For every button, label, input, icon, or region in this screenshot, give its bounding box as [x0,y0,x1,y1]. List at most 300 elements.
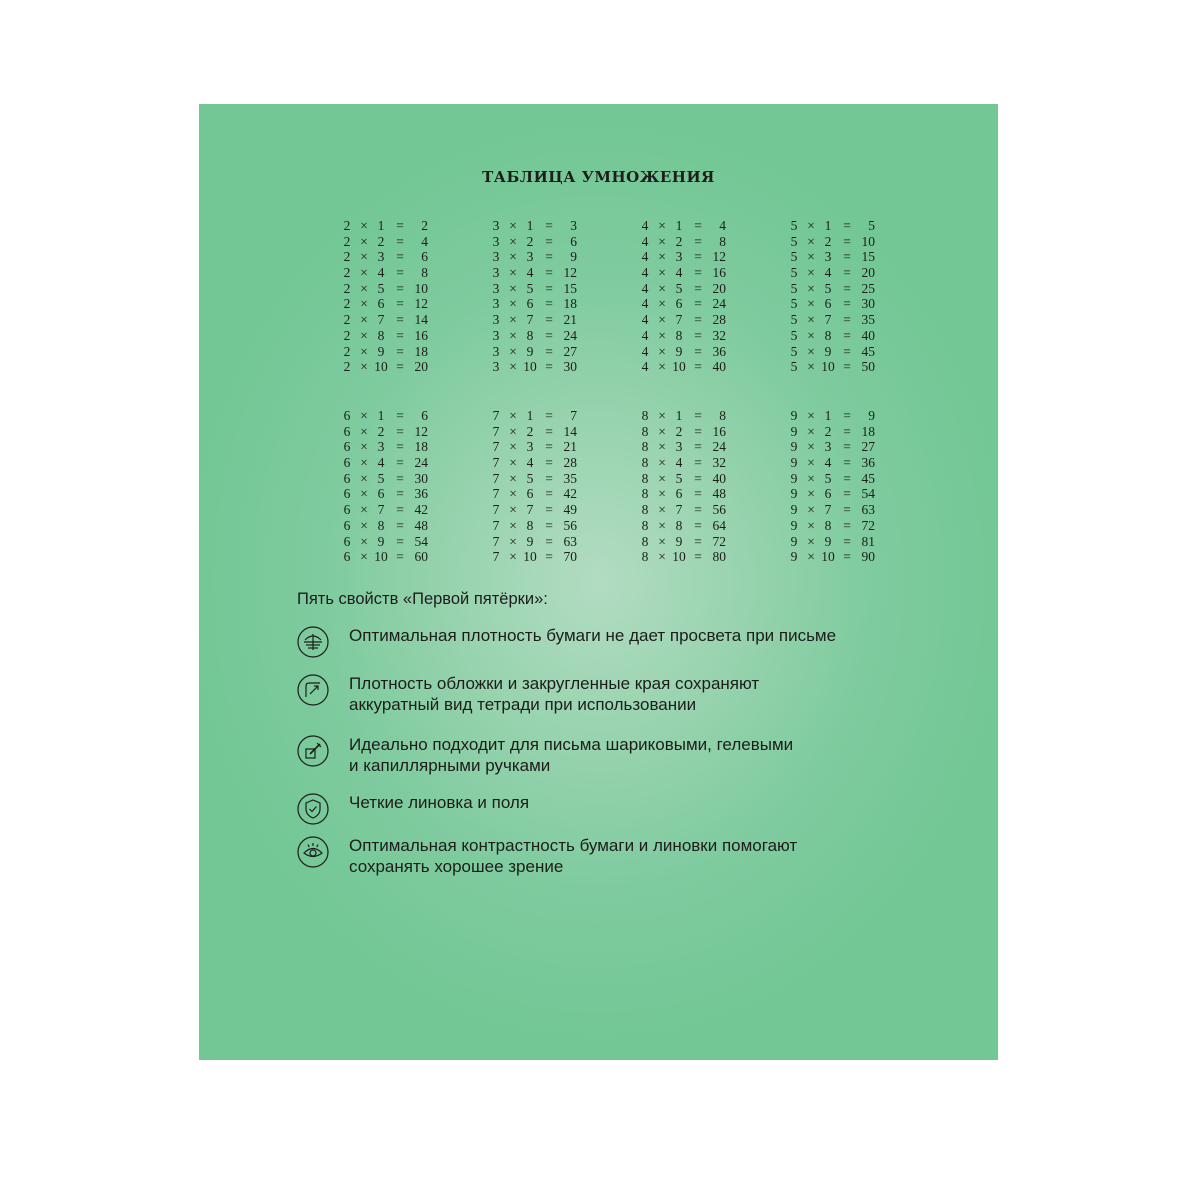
table-row [789,486,881,502]
factor-b: 3 [377,439,385,455]
product: 8 [719,408,726,423]
feature-text-line: Оптимальная контрастность бумаги и линовки помогают [349,836,798,855]
multiply-sign: × [360,233,368,249]
table-row [789,424,881,440]
equals-sign: = [694,343,702,359]
product: 63 [861,502,875,518]
equals-sign: = [396,327,404,343]
multiply-sign: × [509,327,517,343]
notebook-back-cover [199,104,998,1060]
paper-density-icon [297,626,329,658]
table-row [789,455,881,471]
factor-b: 8 [526,517,534,533]
table-row [342,408,434,424]
equals-sign: = [694,327,702,343]
factor-b: 2 [675,423,683,439]
factor-b: 9 [824,343,832,359]
factor-a: 6 [343,502,351,518]
product: 6 [570,233,577,249]
factor-a: 5 [790,218,798,233]
equals-sign: = [843,280,851,296]
factor-a: 3 [492,233,500,249]
factor-a: 2 [343,359,351,375]
multiply-sign: × [360,312,368,328]
factor-a: 5 [790,249,798,265]
product: 20 [414,359,428,375]
equals-sign: = [843,233,851,249]
equals-sign: = [545,280,553,296]
table-row [491,218,583,234]
table-row [640,439,732,455]
multiply-sign: × [807,265,815,281]
multiply-sign: × [360,327,368,343]
factor-b: 2 [377,423,385,439]
table-row [342,359,434,375]
factor-a: 2 [343,249,351,265]
features-title: Пять свойств «Первой пятёрки»: [297,590,548,608]
factor-b: 7 [377,312,385,328]
factor-a: 4 [641,296,649,312]
factor-b: 9 [824,533,832,549]
product: 8 [421,265,428,281]
table-row [342,265,434,281]
factor-a: 3 [492,327,500,343]
table-row [640,328,732,344]
factor-a: 9 [790,533,798,549]
product: 20 [712,280,726,296]
equals-sign: = [694,233,702,249]
multiply-sign: × [658,218,666,233]
factor-b: 6 [526,486,534,502]
equals-sign: = [545,517,553,533]
table-row [640,549,732,565]
table-row [789,534,881,550]
equals-sign: = [545,233,553,249]
table-row [491,249,583,265]
multiply-sign: × [360,533,368,549]
multiply-sign: × [509,280,517,296]
table-row [342,502,434,518]
equals-sign: = [396,502,404,518]
equals-sign: = [694,312,702,328]
product: 14 [414,312,428,328]
factor-b: 2 [824,233,832,249]
table-block-9 [789,408,881,565]
table-row [342,328,434,344]
equals-sign: = [545,343,553,359]
product: 80 [712,549,726,565]
multiply-sign: × [807,470,815,486]
equals-sign: = [396,359,404,375]
equals-sign: = [545,327,553,343]
factor-b: 8 [675,517,683,533]
equals-sign: = [545,265,553,281]
equals-sign: = [694,533,702,549]
multiply-sign: × [360,470,368,486]
factor-b: 4 [526,265,534,281]
factor-a: 5 [790,359,798,375]
factor-a: 3 [492,265,500,281]
factor-a: 2 [343,312,351,328]
factor-a: 3 [492,296,500,312]
factor-b: 7 [675,312,683,328]
factor-b: 6 [824,486,832,502]
table-row [789,265,881,281]
factor-b: 5 [824,470,832,486]
table-row [789,502,881,518]
multiply-sign: × [360,343,368,359]
equals-sign: = [396,533,404,549]
factor-a: 5 [790,280,798,296]
multiply-sign: × [658,470,666,486]
factor-b: 10 [821,549,835,565]
multiply-sign: × [360,423,368,439]
factor-a: 7 [492,533,500,549]
factor-a: 4 [641,249,649,265]
product: 5 [868,218,875,233]
multiply-sign: × [509,455,517,471]
factor-a: 2 [343,233,351,249]
table-row [342,281,434,297]
factor-a: 9 [790,486,798,502]
factor-a: 2 [343,327,351,343]
product: 70 [563,549,577,565]
factor-a: 7 [492,439,500,455]
equals-sign: = [694,455,702,471]
factor-b: 4 [675,455,683,471]
factor-b: 4 [824,455,832,471]
multiply-sign: × [658,265,666,281]
table-row [491,549,583,565]
equals-sign: = [843,343,851,359]
product: 12 [414,296,428,312]
table-row [491,359,583,375]
equals-sign: = [694,218,702,233]
factor-b: 7 [824,502,832,518]
product: 32 [712,455,726,471]
table-row [491,534,583,550]
product: 4 [719,218,726,233]
factor-b: 6 [377,296,385,312]
multiply-sign: × [658,327,666,343]
factor-b: 3 [824,439,832,455]
multiply-sign: × [658,280,666,296]
table-row [491,265,583,281]
multiply-sign: × [509,265,517,281]
multiply-sign: × [509,343,517,359]
factor-b: 4 [377,265,385,281]
factor-a: 6 [343,439,351,455]
product: 63 [563,533,577,549]
multiply-sign: × [807,455,815,471]
product: 6 [421,249,428,265]
factor-b: 1 [824,408,832,423]
product: 12 [414,423,428,439]
factor-a: 7 [492,549,500,565]
table-row [640,471,732,487]
table-row [491,455,583,471]
table-row [640,218,732,234]
table-row [789,471,881,487]
multiply-sign: × [807,296,815,312]
product: 18 [414,439,428,455]
multiply-sign: × [360,517,368,533]
factor-a: 6 [343,408,351,423]
equals-sign: = [545,502,553,518]
factor-a: 9 [790,517,798,533]
factor-a: 8 [641,439,649,455]
multiply-sign: × [509,359,517,375]
multiply-sign: × [658,233,666,249]
product: 30 [861,296,875,312]
feature-text-line: Плотность обложки и закругленные края сохраняют [349,674,760,693]
equals-sign: = [396,343,404,359]
multiply-sign: × [360,439,368,455]
factor-b: 1 [377,408,385,423]
table-row [342,249,434,265]
factor-b: 1 [824,218,832,233]
equals-sign: = [843,408,851,423]
table-row [789,234,881,250]
multiply-sign: × [509,218,517,233]
equals-sign: = [396,455,404,471]
factor-a: 4 [641,218,649,233]
factor-b: 5 [526,280,534,296]
factor-b: 4 [824,265,832,281]
product: 35 [563,470,577,486]
product: 27 [563,343,577,359]
factor-a: 7 [492,502,500,518]
product: 16 [712,423,726,439]
table-block-3 [491,218,583,375]
factor-a: 7 [492,408,500,423]
factor-b: 3 [675,439,683,455]
factor-b: 6 [377,486,385,502]
factor-a: 2 [343,296,351,312]
multiply-sign: × [807,486,815,502]
table-row [789,218,881,234]
multiply-sign: × [658,312,666,328]
factor-b: 2 [526,233,534,249]
factor-b: 2 [675,233,683,249]
product: 72 [712,533,726,549]
table-row [491,471,583,487]
factor-a: 4 [641,265,649,281]
table-row [342,518,434,534]
factor-b: 5 [824,280,832,296]
factor-b: 3 [526,249,534,265]
factor-b: 5 [675,280,683,296]
multiply-sign: × [509,233,517,249]
equals-sign: = [843,312,851,328]
table-row [789,328,881,344]
table-row [491,328,583,344]
product: 9 [570,249,577,265]
multiply-sign: × [658,549,666,565]
product: 3 [570,218,577,233]
eye-icon [297,836,329,868]
factor-b: 7 [824,312,832,328]
factor-b: 10 [672,549,686,565]
feature-text-line: Идеально подходит для письма шариковыми, гелевыми [349,735,794,754]
factor-b: 10 [374,549,388,565]
equals-sign: = [694,359,702,375]
product: 54 [861,486,875,502]
table-row [491,518,583,534]
factor-a: 6 [343,423,351,439]
table-row [789,281,881,297]
product: 2 [421,218,428,233]
factor-b: 7 [526,312,534,328]
factor-b: 7 [377,502,385,518]
equals-sign: = [545,470,553,486]
product: 56 [712,502,726,518]
equals-sign: = [545,359,553,375]
table-row [640,424,732,440]
product: 45 [861,343,875,359]
equals-sign: = [694,408,702,423]
multiply-sign: × [807,408,815,423]
table-block-2 [342,218,434,375]
factor-b: 9 [526,533,534,549]
multiplication-table-title: ТАБЛИЦА УМНОЖЕНИЯ [482,168,715,186]
equals-sign: = [694,502,702,518]
factor-b: 10 [672,359,686,375]
table-block-6 [342,408,434,565]
feature-text-line: Четкие линовка и поля [349,793,530,812]
factor-a: 3 [492,312,500,328]
equals-sign: = [694,423,702,439]
factor-b: 4 [526,455,534,471]
equals-sign: = [694,249,702,265]
multiply-sign: × [807,343,815,359]
factor-a: 6 [343,533,351,549]
factor-a: 8 [641,533,649,549]
feature-text [349,735,909,776]
product: 7 [570,408,577,423]
factor-a: 3 [492,218,500,233]
product: 25 [861,280,875,296]
table-row [342,486,434,502]
equals-sign: = [396,486,404,502]
feature-text-line: сохранять хорошее зрение [349,856,564,876]
factor-b: 5 [377,470,385,486]
factor-b: 9 [377,533,385,549]
factor-b: 5 [675,470,683,486]
factor-a: 7 [492,517,500,533]
equals-sign: = [396,218,404,233]
product: 8 [719,233,726,249]
multiply-sign: × [807,249,815,265]
factor-a: 9 [790,549,798,565]
equals-sign: = [396,296,404,312]
table-row [342,234,434,250]
factor-a: 4 [641,359,649,375]
equals-sign: = [843,533,851,549]
factor-a: 3 [492,249,500,265]
table-row [342,424,434,440]
table-row [342,218,434,234]
equals-sign: = [694,296,702,312]
factor-b: 6 [675,296,683,312]
equals-sign: = [545,533,553,549]
product: 21 [563,312,577,328]
product: 32 [712,327,726,343]
factor-b: 3 [377,249,385,265]
factor-a: 2 [343,343,351,359]
multiply-sign: × [509,533,517,549]
table-row [640,312,732,328]
factor-a: 7 [492,470,500,486]
multiply-sign: × [360,249,368,265]
factor-b: 6 [824,296,832,312]
multiply-sign: × [509,517,517,533]
multiply-sign: × [360,265,368,281]
factor-b: 1 [377,218,385,233]
multiply-sign: × [658,359,666,375]
table-block-4 [640,218,732,375]
factor-a: 6 [343,455,351,471]
product: 72 [861,517,875,533]
factor-a: 6 [343,549,351,565]
factor-b: 1 [675,408,683,423]
factor-a: 6 [343,517,351,533]
feature-text-line: Оптимальная плотность бумаги не дает просвета при письме [349,626,837,645]
feature-text [349,793,909,814]
product: 9 [868,408,875,423]
multiply-sign: × [807,533,815,549]
table-row [640,265,732,281]
product: 16 [414,327,428,343]
factor-a: 8 [641,486,649,502]
feature-text [349,836,909,877]
factor-b: 10 [821,359,835,375]
factor-a: 8 [641,517,649,533]
product: 16 [712,265,726,281]
factor-a: 5 [790,296,798,312]
factor-b: 5 [377,280,385,296]
product: 6 [421,408,428,423]
equals-sign: = [843,249,851,265]
table-row [491,344,583,360]
product: 35 [861,312,875,328]
factor-a: 7 [492,423,500,439]
factor-b: 7 [675,502,683,518]
equals-sign: = [843,327,851,343]
factor-a: 5 [790,327,798,343]
product: 49 [563,502,577,518]
product: 36 [414,486,428,502]
multiply-sign: × [509,249,517,265]
table-row [789,408,881,424]
factor-b: 9 [377,343,385,359]
factor-b: 5 [526,470,534,486]
equals-sign: = [396,312,404,328]
product: 15 [861,249,875,265]
multiply-sign: × [807,312,815,328]
multiply-sign: × [658,423,666,439]
multiply-sign: × [509,502,517,518]
table-row [640,502,732,518]
table-row [640,486,732,502]
factor-b: 3 [526,439,534,455]
factor-a: 2 [343,265,351,281]
equals-sign: = [843,502,851,518]
factor-b: 2 [526,423,534,439]
product: 48 [712,486,726,502]
table-row [491,408,583,424]
equals-sign: = [694,470,702,486]
